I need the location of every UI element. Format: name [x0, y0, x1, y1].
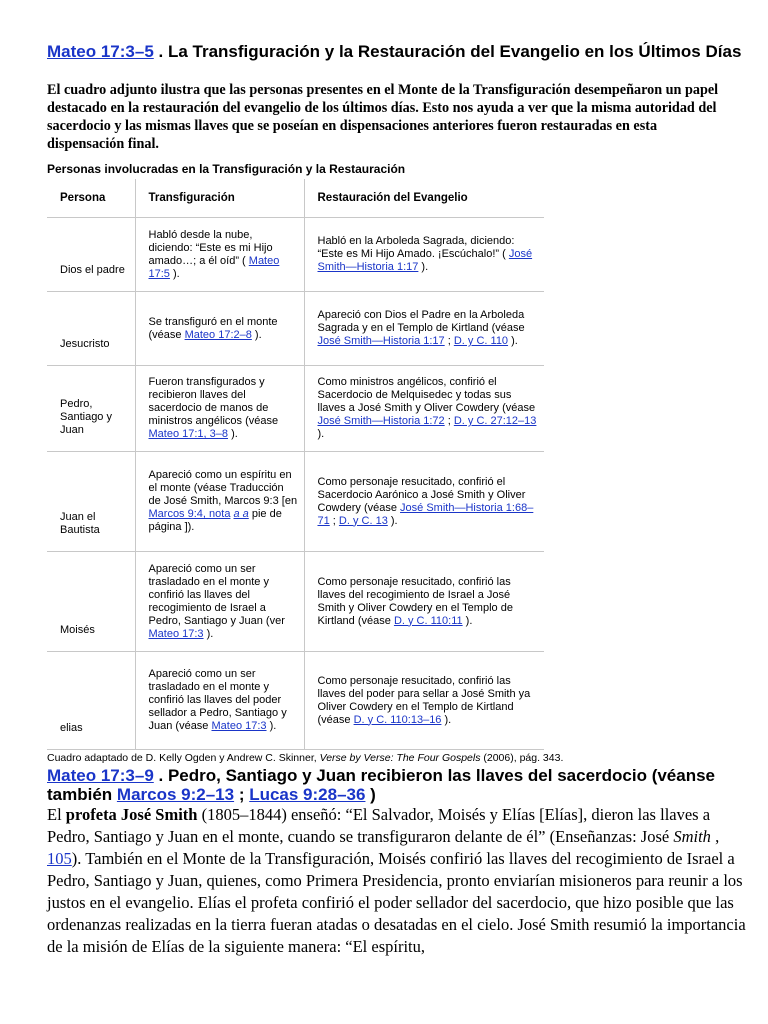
- restoration-cell: Como personaje resucitado, confirió las llaves del recogimiento de Israel a José Smith y Oliver Cowdery en el Templo de Kirtland (véase D. y C. 110:11 ).: [304, 552, 544, 652]
- transfiguration-cell: Se transfiguró en el monte (véase Mateo 17:2–8 ).: [135, 292, 304, 366]
- scripture-link[interactable]: José Smith—Historia 1:17: [317, 335, 445, 347]
- scripture-link[interactable]: Marcos 9:4, nota: [148, 508, 231, 520]
- header-transfiguracion: Transfiguración: [135, 179, 304, 218]
- scripture-link[interactable]: José Smith—Historia 1:72: [317, 415, 445, 427]
- scripture-link[interactable]: José Smith—Historia 1:17: [317, 248, 533, 273]
- table-row: [47, 552, 544, 652]
- restoration-cell: Como personaje resucitado, confirió el Sacerdocio Aarónico a José Smith y Oliver Cowdery (véase José Smith—Historia 1:68–71 ; D. y C. 13 ).: [304, 452, 544, 552]
- table-footnote: Cuadro adaptado de D. Kelly Ogden y Andrew C. Skinner, Verse by Verse: The Four Gospels (2006), pág. 343.: [47, 752, 564, 764]
- intro-paragraph: El cuadro adjunto ilustra que las personas presentes en el Monte de la Transfiguración desempeñaron un papel destacado en la restauración del evangelio de los últimos días. Esto nos ayuda a ver que la misma autoridad del sacerdocio y las mismas llaves que se poseían en dispensaciones anteriores fueron restauradas en esta dispensación final.: [47, 82, 719, 152]
- table-row: [47, 652, 544, 750]
- scripture-link[interactable]: Lucas 9:28–36: [249, 785, 366, 804]
- header-persona: Persona: [47, 179, 135, 218]
- restoration-cell: Como personaje resucitado, confirió las llaves del poder para sellar a José Smith ya Oliver Cowdery en el Templo de Kirtland (véase D. y C. 110:13–16 ).: [304, 652, 544, 750]
- persons-table: [47, 179, 544, 750]
- transfiguration-cell: Fueron transfigurados y recibieron llaves del sacerdocio de manos de ministros angélicos (véase Mateo 17:1, 3–8 ).: [135, 366, 304, 452]
- page-link[interactable]: 105: [47, 849, 72, 868]
- heading-text: . La Transfiguración y la Restauración del Evangelio en los Últimos Días: [153, 42, 742, 61]
- table-caption: Personas involucradas en la Transfiguración y la Restauración: [47, 162, 406, 176]
- scripture-link[interactable]: D. y C. 110: [453, 335, 509, 347]
- person-cell: elias: [47, 652, 135, 750]
- header-restauracion: Restauración del Evangelio: [304, 179, 544, 218]
- person-cell: Moisés: [47, 552, 135, 652]
- person-cell: Pedro, Santiago y Juan: [47, 366, 135, 452]
- scripture-link[interactable]: Mateo 17:3–9: [47, 766, 154, 785]
- scripture-link[interactable]: D. y C. 110:13–16: [353, 713, 442, 726]
- restoration-cell: Habló en la Arboleda Sagrada, diciendo: “Este es Mi Hijo Amado. ¡Escúchalo!” ( José Smith—Historia 1:17 ).: [304, 218, 544, 292]
- restoration-cell: Apareció con Dios el Padre en la Arboleda Sagrada y en el Templo de Kirtland (véase José Smith—Historia 1:17 ; D. y C. 110 ).: [304, 292, 544, 366]
- table-header-row: [47, 179, 544, 218]
- book-title: Verse by Verse: The Four Gospels: [319, 752, 481, 764]
- scripture-link[interactable]: Mateo 17:2–8: [184, 328, 252, 341]
- scripture-link[interactable]: Mateo 17:3–5: [47, 42, 154, 61]
- table-row: [47, 218, 544, 292]
- table-row: [47, 366, 544, 452]
- scripture-link[interactable]: D. y C. 27:12–13: [453, 415, 537, 427]
- person-cell: Jesucristo: [47, 292, 135, 366]
- transfiguration-cell: Habló desde la nube, diciendo: “Este es mi Hijo amado…; a él oíd” ( Mateo 17:5 ).: [135, 218, 304, 292]
- scripture-link[interactable]: Mateo 17:3: [148, 627, 204, 640]
- scripture-link[interactable]: D. y C. 110:11: [393, 614, 463, 627]
- transfiguration-cell: Apareció como un espíritu en el monte (véase Traducción de José Smith, Marcos 9:3 [en Marcos 9:4, nota a a pie de página ]).: [135, 452, 304, 552]
- person-cell: Dios el padre: [47, 218, 135, 292]
- transfiguration-cell: Apareció como un ser trasladado en el monte y confirió las llaves del poder sellador a Pedro, Santiago y Juan (véase Mateo 17:3 ).: [135, 652, 304, 750]
- section-heading: [47, 42, 747, 61]
- scripture-link[interactable]: D. y C. 13: [338, 514, 388, 527]
- section-heading: Mateo 17:3–9 . Pedro, Santiago y Juan recibieron las llaves del sacerdocio (véanse también Marcos 9:2–13 ; Lucas 9:28–36 ): [47, 766, 716, 804]
- transfiguration-cell: Apareció como un ser trasladado en el monte y confirió las llaves del recogimiento de Israel a Pedro, Santiago y Juan (ver Mateo 17:3 ).: [135, 552, 304, 652]
- scripture-link[interactable]: Marcos 9:2–13: [116, 785, 235, 804]
- scripture-link[interactable]: José Smith—Historia 1:68–71: [317, 501, 534, 527]
- body-paragraph: El profeta José Smith (1805–1844) enseñó: “El Salvador, Moisés y Elías [Elías], dieron las llaves a Pedro, Santiago y Juan en el monte, cuando se transfiguraron delante de él” (Enseñanzas: José Smith , 105). También en el Monte de la Transfiguración, Moisés confirió las llaves del recogimiento de Israel a Pedro, Santiago y Juan, quienes, como Primera Presidencia, pronto enviarían misioneros para reunir a los justos en el evangelio. Elías el profeta confirió el poder sellador del sacerdocio, que hizo posible que las ordenanzas realizadas en la tierra fueran atadas o desatadas en el cielo. José Smith resumió la importancia de la misión de Elías de la siguiente manera: “El espíritu,: [47, 805, 746, 956]
- emphasis-name: profeta José Smith: [65, 805, 198, 824]
- scripture-link[interactable]: Mateo 17:1, 3–8: [148, 428, 229, 440]
- table-row: [47, 452, 544, 552]
- restoration-cell: Como ministros angélicos, confirió el Sacerdocio de Melquisedec y todas sus llaves a José Smith y Oliver Cowdery (véase José Smith—Historia 1:72 ; D. y C. 27:12–13 ).: [304, 366, 544, 452]
- scripture-link[interactable]: Mateo 17:3: [211, 720, 267, 732]
- footnote-link[interactable]: a a: [233, 508, 249, 520]
- table-row: [47, 292, 544, 366]
- person-cell: Juan el Bautista: [47, 452, 135, 552]
- scripture-link[interactable]: Mateo 17:5: [148, 254, 280, 280]
